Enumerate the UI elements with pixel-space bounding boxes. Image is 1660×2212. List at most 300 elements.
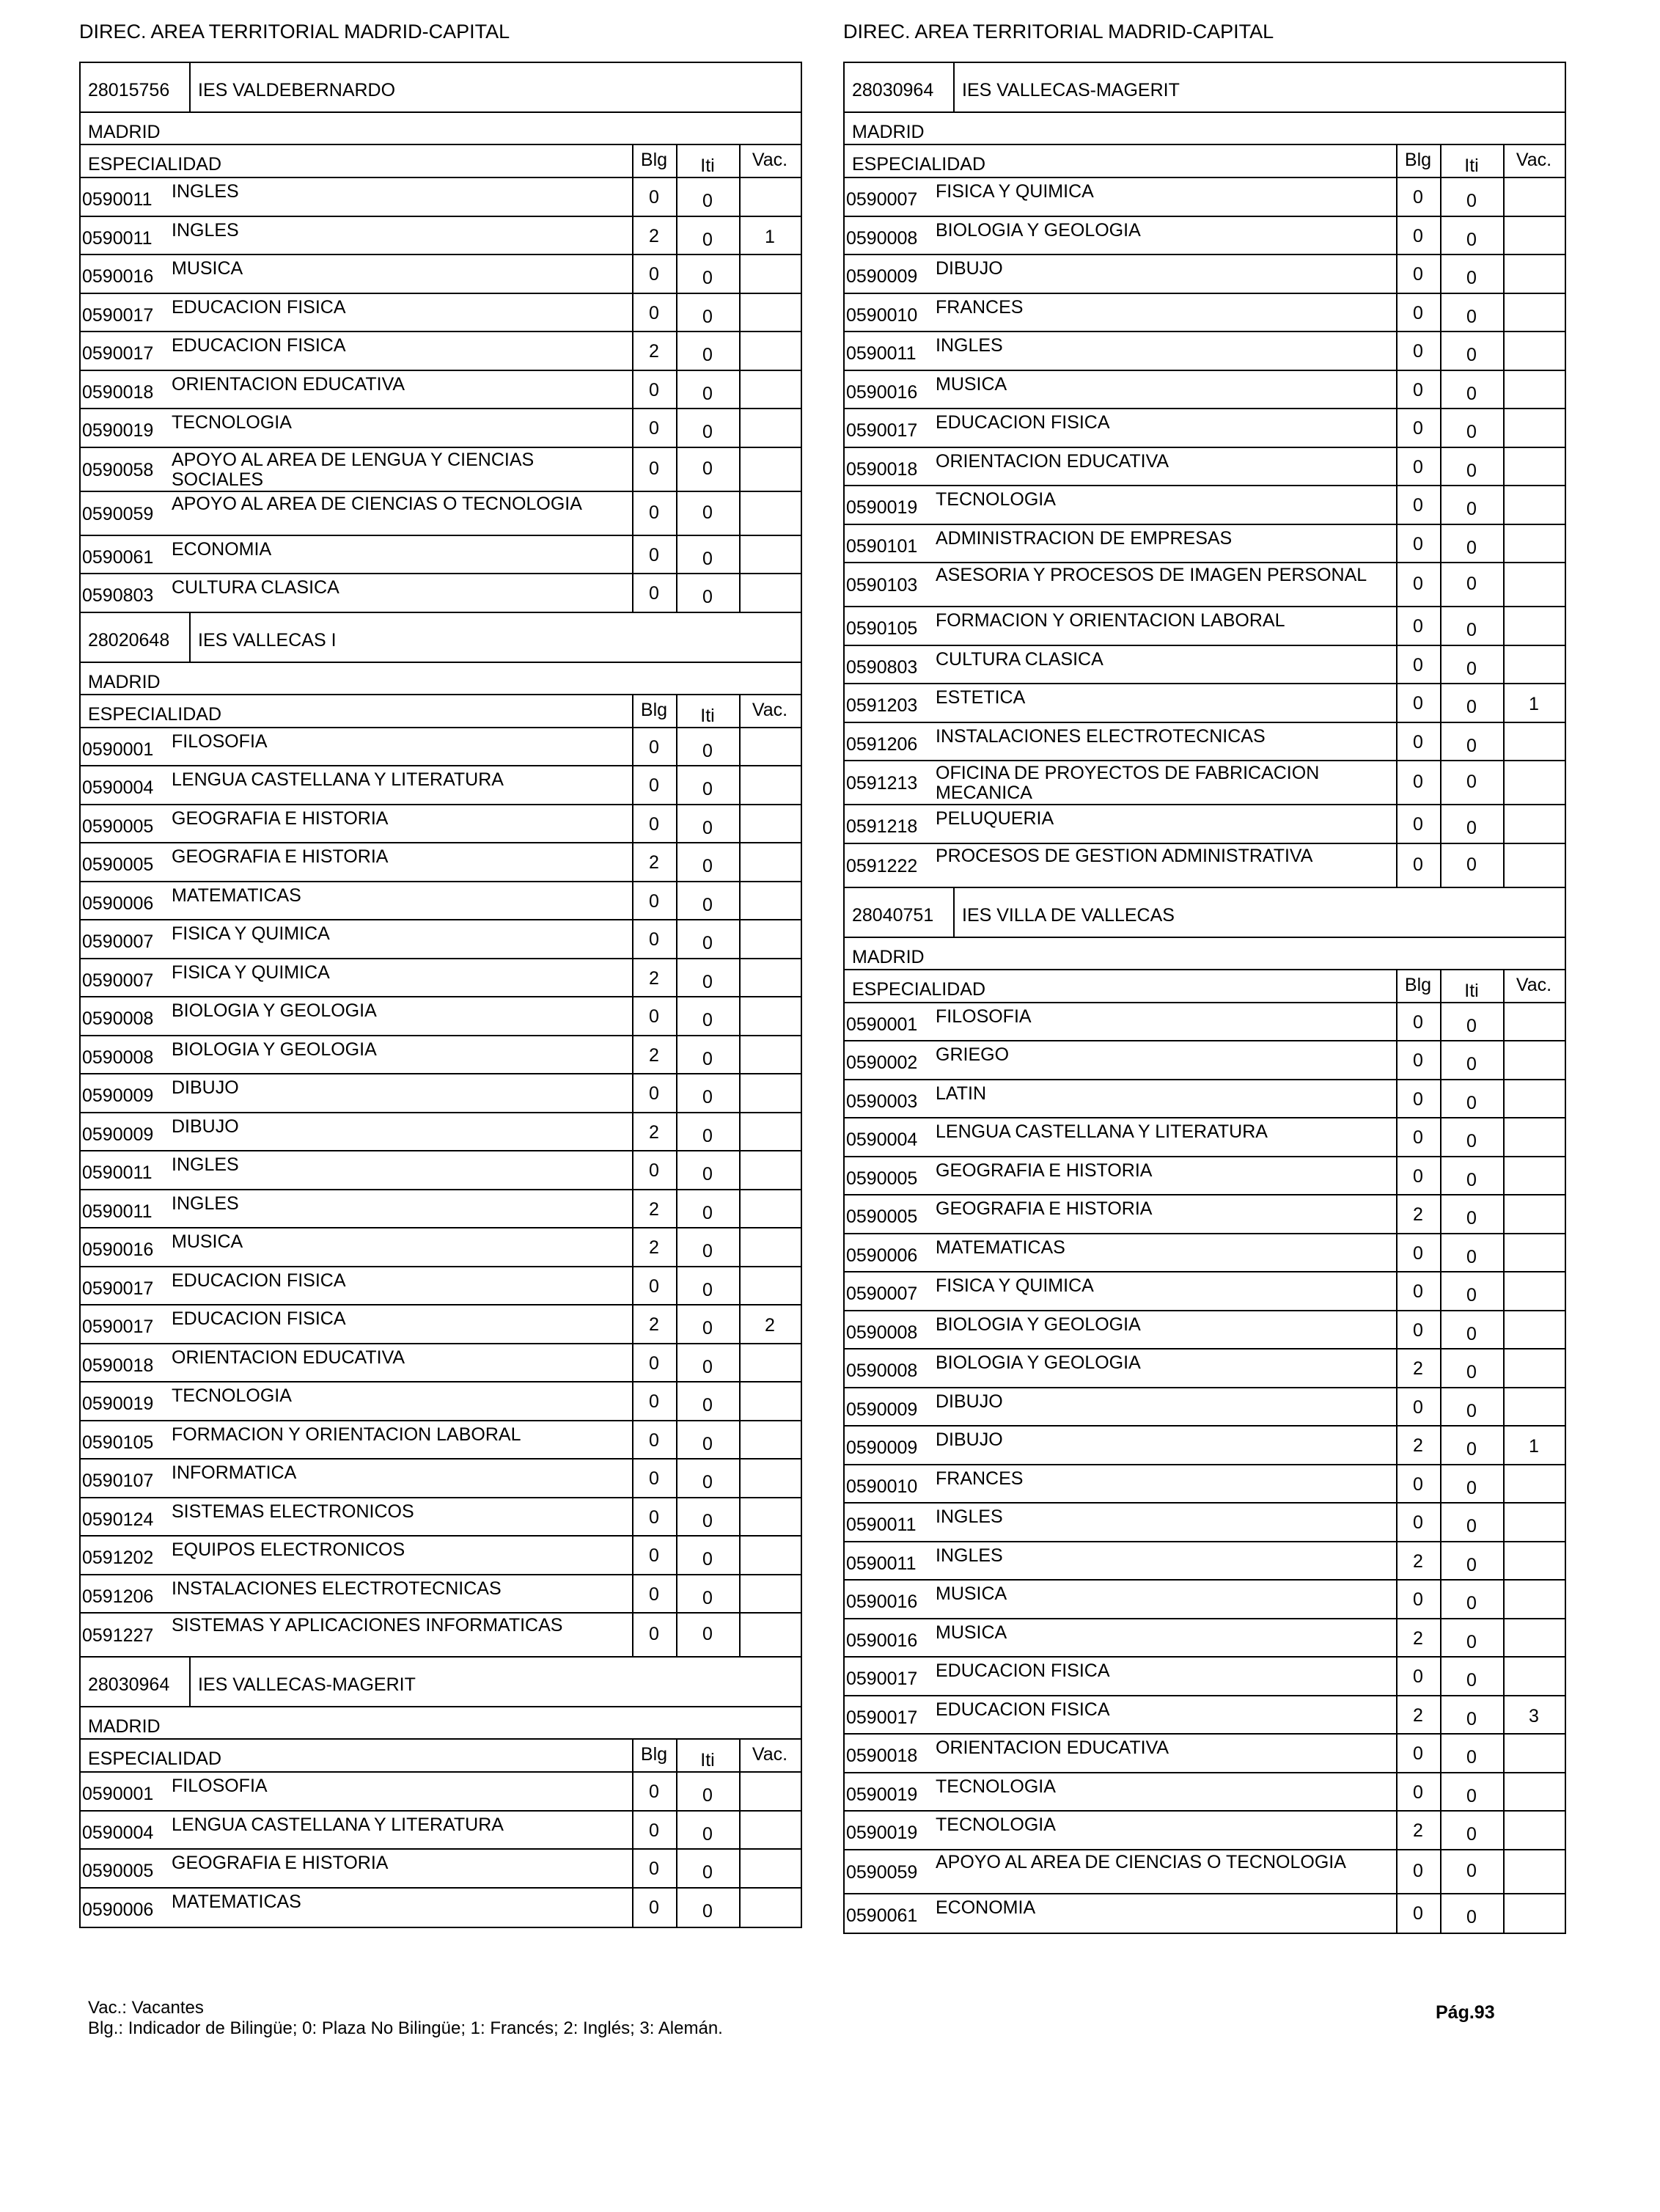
table-row (845, 761, 1565, 805)
specialty-name: EDUCACION FISICA (172, 1308, 346, 1329)
specialty-code: 0591206 (846, 733, 918, 755)
specialty-name: ORIENTACION EDUCATIVA (936, 450, 1169, 472)
table-row (81, 448, 801, 492)
specialty-name: MATEMATICAS (936, 1237, 1065, 1258)
specialty-name: CULTURA CLASICA (172, 577, 339, 598)
iti-value: 0 (1466, 620, 1477, 640)
specialty-code: 0590011 (846, 343, 917, 364)
column-divider (739, 574, 741, 612)
column-divider (1503, 1349, 1505, 1387)
table-row (845, 1619, 1565, 1658)
iti-value: 0 (1466, 1054, 1477, 1074)
specialty-name: MUSICA (936, 1622, 1007, 1643)
specialty-code: 0590008 (846, 1322, 918, 1343)
specialty-code: 0590011 (82, 227, 153, 249)
table-row (81, 1850, 801, 1889)
blg-value: 2 (649, 341, 659, 362)
specialty-name: LENGUA CASTELLANA Y LITERATURA (172, 769, 504, 790)
table-row (845, 1272, 1565, 1311)
iti-value: 0 (702, 740, 713, 761)
city-row (81, 1707, 801, 1740)
specialty-code: 0590017 (82, 1278, 154, 1299)
school-name: IES VALLECAS-MAGERIT (962, 80, 1180, 100)
specialty-code: 0590005 (82, 854, 154, 875)
blg-value: 2 (1413, 1820, 1423, 1841)
iti-value: 0 (702, 229, 713, 250)
iti-value: 0 (702, 383, 713, 404)
blg-value: 2 (1413, 1550, 1423, 1572)
iti-value: 0 (702, 1549, 713, 1570)
column-divider (1503, 563, 1505, 606)
iti-value: 0 (702, 1048, 713, 1069)
specialty-code: 0591203 (846, 695, 918, 716)
table-row (81, 1036, 801, 1075)
legend (88, 1998, 723, 2039)
specialty-code: 0590016 (846, 1630, 918, 1651)
column-divider (1503, 1080, 1505, 1118)
iti-value: 0 (1466, 1785, 1477, 1806)
blg-value: 0 (1413, 302, 1423, 323)
specialty-name: APOYO AL AREA DE CIENCIAS O TECNOLOGIA (936, 1851, 1346, 1872)
iti-value: 0 (1466, 306, 1477, 327)
column-divider (1503, 1311, 1505, 1349)
iti-value: 0 (702, 817, 713, 838)
table-row (81, 255, 801, 294)
blg-value: 0 (649, 929, 659, 950)
iti-value: 0 (1466, 1906, 1477, 1927)
table-row (845, 1696, 1565, 1735)
specialty-code: 0590008 (846, 1360, 918, 1381)
specialty-name: TECNOLOGIA (936, 1814, 1056, 1835)
especialidad-header: ESPECIALIDAD (88, 154, 222, 175)
specialty-code: 0590016 (82, 266, 154, 287)
specialty-name: DIBUJO (936, 1391, 1003, 1412)
specialty-name: GEOGRAFIA E HISTORIA (172, 807, 389, 829)
specialty-code: 0590058 (82, 459, 154, 480)
blg-value: 0 (1413, 1743, 1423, 1764)
specialty-name: ORIENTACION EDUCATIVA (172, 373, 405, 395)
column-divider (739, 805, 741, 843)
specialty-name: FISICA Y QUIMICA (936, 1275, 1094, 1296)
blg-value: 0 (649, 1275, 659, 1297)
blg-value: 0 (649, 736, 659, 758)
column-divider (739, 1228, 741, 1266)
vac-header: Vac. (1516, 974, 1552, 995)
blg-value: 0 (1413, 225, 1423, 246)
blg-value: 0 (649, 544, 659, 565)
blg-value: 0 (1413, 1396, 1423, 1418)
column-divider (953, 63, 955, 111)
specialty-name: INGLES (172, 1154, 239, 1175)
table-row (81, 997, 801, 1036)
specialty-name: FILOSOFIA (172, 730, 268, 752)
blg-value: 0 (1413, 654, 1423, 675)
column-divider (189, 63, 191, 111)
specialty-code: 0590019 (82, 1394, 154, 1414)
iti-value: 0 (1466, 1747, 1477, 1768)
table-row (81, 805, 801, 844)
blg-value: 0 (649, 1006, 659, 1027)
table-row (845, 217, 1565, 256)
blg-value: 2 (649, 967, 659, 989)
column-divider (739, 843, 741, 881)
iti-value: 0 (1466, 1554, 1477, 1575)
city-name: MADRID (852, 946, 925, 967)
vac-header: Vac. (752, 1744, 788, 1765)
specialty-code: 0590059 (82, 503, 154, 524)
specialty-code: 0590019 (846, 1784, 918, 1805)
specialty-name: CULTURA CLASICA (936, 648, 1103, 670)
specialty-code: 0590011 (82, 1162, 153, 1183)
iti-value: 0 (1466, 460, 1477, 481)
table-row (845, 178, 1565, 217)
column-divider (739, 332, 741, 370)
legend-bilingue: Blg.: Indicador de Bilingüe; 0: Plaza No Bilingüe; 1: Francés; 2: Inglés; 3: Alemán. (88, 2018, 723, 2038)
iti-value: 0 (702, 933, 713, 953)
specialty-code: 0590009 (82, 1085, 154, 1106)
column-divider (739, 1421, 741, 1459)
specialty-name: ECONOMIA (172, 538, 272, 560)
specialty-name: FRANCES (936, 296, 1024, 318)
column-divider (1503, 1272, 1505, 1310)
iti-value: 0 (1466, 1824, 1477, 1845)
column-divider (739, 728, 741, 766)
specialty-name: FORMACION Y ORIENTACION LABORAL (936, 610, 1285, 631)
blg-value: 0 (1413, 574, 1423, 594)
blg-value: 0 (649, 813, 659, 835)
blg-value: 0 (1413, 1902, 1423, 1924)
vac-value: 3 (1529, 1705, 1539, 1726)
iti-value: 0 (702, 422, 713, 442)
table-row (845, 486, 1565, 525)
column-header-row (81, 145, 801, 178)
specialty-name: OFICINA DE PROYECTOS DE FABRICACION MECANICA (936, 763, 1320, 803)
table-row (81, 1614, 801, 1658)
blg-value: 2 (649, 225, 659, 246)
iti-value: 0 (1466, 1400, 1477, 1421)
specialty-code: 0590018 (82, 381, 154, 403)
table-row (81, 332, 801, 371)
table-row (845, 723, 1565, 762)
specialty-code: 0590007 (82, 931, 154, 952)
specialty-code: 0590016 (82, 1239, 154, 1260)
table-row (845, 1349, 1565, 1388)
blg-value: 0 (1413, 1050, 1423, 1071)
specialty-code: 0590016 (846, 1592, 918, 1612)
blg-value: 0 (1413, 1666, 1423, 1687)
column-divider (739, 1190, 741, 1228)
specialty-name: BIOLOGIA Y GEOLOGIA (936, 219, 1141, 241)
specialty-code: 0590105 (846, 618, 918, 639)
specialty-name: GEOGRAFIA E HISTORIA (936, 1160, 1153, 1181)
blg-value: 0 (649, 1545, 659, 1566)
specialty-name: ADMINISTRACION DE EMPRESAS (936, 527, 1233, 549)
table-row (845, 1311, 1565, 1350)
column-divider (1503, 525, 1505, 563)
especialidad-header: ESPECIALIDAD (88, 703, 222, 725)
column-divider (1503, 1504, 1505, 1541)
specialty-code: 0590011 (82, 189, 153, 210)
blg-value: 0 (1413, 814, 1423, 835)
blg-value: 0 (1413, 264, 1423, 285)
blg-value: 0 (649, 775, 659, 796)
column-divider (739, 409, 741, 447)
blg-value: 2 (1413, 1435, 1423, 1456)
iti-value: 0 (702, 779, 713, 799)
blg-value: 0 (649, 418, 659, 439)
specialty-name: INGLES (936, 335, 1003, 356)
column-divider (1503, 723, 1505, 761)
specialty-code: 0590009 (846, 1438, 918, 1458)
table-row (81, 1498, 801, 1537)
blg-value: 0 (1413, 1781, 1423, 1803)
table-row (81, 843, 801, 882)
specialty-name: PROCESOS DE GESTION ADMINISTRATIVA (936, 845, 1313, 866)
iti-value: 0 (1466, 1670, 1477, 1691)
specialty-name: ECONOMIA (936, 1897, 1036, 1918)
table-row (81, 1421, 801, 1460)
column-divider (739, 1773, 741, 1810)
specialty-code: 0590017 (846, 1669, 918, 1689)
specialty-code: 0590005 (82, 1861, 154, 1881)
specialty-name: INGLES (936, 1506, 1003, 1527)
column-divider (953, 888, 955, 937)
school-name: IES VALLECAS I (198, 629, 337, 651)
table-row (81, 1382, 801, 1421)
column-divider (1503, 217, 1505, 254)
blg-value: 0 (1413, 1127, 1423, 1148)
column-divider (739, 1036, 741, 1074)
iti-value: 0 (702, 1356, 713, 1377)
specialty-code: 0590005 (846, 1168, 918, 1189)
iti-header: Iti (1464, 155, 1479, 176)
iti-value: 0 (1466, 1631, 1477, 1652)
table-row (81, 1305, 801, 1344)
blg-value: 0 (649, 1468, 659, 1489)
blg-value: 0 (1413, 1319, 1423, 1341)
specialty-name: FISICA Y QUIMICA (936, 181, 1094, 202)
table-row (845, 1080, 1565, 1119)
vac-header: Vac. (752, 699, 788, 720)
specialty-code: 0590004 (82, 1822, 154, 1843)
blg-value: 0 (1413, 379, 1423, 400)
iti-value: 0 (1466, 854, 1477, 875)
column-divider (1503, 1581, 1505, 1618)
specialty-name: INFORMATICA (172, 1462, 297, 1483)
column-divider (1503, 805, 1505, 843)
table-row (845, 1542, 1565, 1581)
table-row (845, 1388, 1565, 1427)
specialty-name: GEOGRAFIA E HISTORIA (172, 1853, 389, 1873)
iti-value: 0 (702, 1318, 713, 1338)
table-row (81, 492, 801, 536)
specialty-code: 0590006 (846, 1245, 918, 1266)
blg-value: 2 (1413, 1627, 1423, 1649)
column-header-row (81, 695, 801, 728)
specialty-code: 0590018 (846, 1746, 918, 1766)
column-divider (189, 613, 191, 662)
table-row (845, 1581, 1565, 1619)
column-divider (739, 1267, 741, 1305)
school-code: 28030964 (852, 80, 934, 100)
table-row (81, 1460, 801, 1498)
iti-value: 0 (1466, 537, 1477, 558)
iti-value: 0 (702, 1624, 713, 1644)
column-divider (1503, 371, 1505, 409)
column-divider (739, 1498, 741, 1536)
iti-value: 0 (702, 1202, 713, 1223)
iti-value: 0 (702, 1241, 713, 1261)
specialty-name: TECNOLOGIA (936, 1776, 1056, 1797)
column-divider (739, 1382, 741, 1420)
column-divider (1503, 332, 1505, 370)
specialty-name: MUSICA (172, 258, 243, 279)
specialty-name: LATIN (936, 1083, 986, 1104)
city-name: MADRID (88, 671, 161, 692)
city-row (845, 113, 1565, 145)
specialty-name: MUSICA (936, 1583, 1007, 1604)
iti-value: 0 (1466, 1285, 1477, 1305)
table-row (845, 1234, 1565, 1273)
table-row (845, 409, 1565, 448)
specialty-code: 0590017 (82, 304, 154, 326)
specialty-code: 0591213 (846, 773, 918, 794)
iti-header: Iti (700, 155, 715, 176)
iti-value: 0 (1466, 1860, 1477, 1881)
specialty-name: TECNOLOGIA (172, 1385, 292, 1406)
column-divider (739, 294, 741, 332)
blg-value: 0 (1413, 187, 1423, 208)
school-header-row (845, 888, 1565, 938)
iti-value: 0 (1466, 1516, 1477, 1537)
table-row (81, 294, 801, 333)
specialty-code: 0590006 (82, 1899, 154, 1920)
school-code: 28015756 (88, 80, 170, 100)
page-number: Pág.93 (1436, 2002, 1495, 2023)
column-divider (739, 959, 741, 997)
especialidad-header: ESPECIALIDAD (88, 1748, 222, 1769)
specialty-code: 0590001 (846, 1014, 918, 1035)
blg-value: 0 (1413, 341, 1423, 362)
blg-header: Blg (640, 150, 668, 170)
iti-value: 0 (1466, 345, 1477, 365)
specialty-code: 0590018 (82, 1355, 154, 1376)
column-divider (739, 492, 741, 535)
column-divider (1503, 1003, 1505, 1041)
iti-value: 0 (1466, 1131, 1477, 1151)
specialty-name: SISTEMAS ELECTRONICOS (172, 1501, 414, 1522)
specialty-code: 0590017 (846, 420, 918, 441)
specialty-code: 0590103 (846, 575, 918, 596)
specialty-code: 0590009 (846, 1399, 918, 1420)
specialty-name: DIBUJO (172, 1116, 239, 1137)
specialty-name: EDUCACION FISICA (172, 335, 346, 356)
table-row (845, 1894, 1565, 1933)
blg-header: Blg (640, 1744, 668, 1765)
column-divider (1503, 1894, 1505, 1933)
blg-value: 0 (649, 583, 659, 604)
iti-value: 0 (702, 1472, 713, 1493)
specialty-name: FORMACION Y ORIENTACION LABORAL (172, 1424, 521, 1445)
specialty-code: 0590124 (82, 1509, 154, 1530)
table-row (81, 1113, 801, 1152)
column-divider (1503, 1388, 1505, 1426)
specialty-code: 0590002 (846, 1052, 918, 1073)
iti-value: 0 (1466, 191, 1477, 211)
specialty-name: EDUCACION FISICA (936, 1699, 1110, 1720)
blg-value: 0 (1413, 495, 1423, 516)
vac-value: 1 (1529, 694, 1539, 714)
specialty-name: GEOGRAFIA E HISTORIA (172, 846, 389, 867)
specialty-name: BIOLOGIA Y GEOLOGIA (936, 1352, 1141, 1373)
specialty-name: EDUCACION FISICA (936, 412, 1110, 433)
iti-value: 0 (1466, 735, 1477, 756)
blg-value: 0 (1413, 731, 1423, 752)
iti-value: 0 (702, 1164, 713, 1184)
specialty-name: MATEMATICAS (172, 1891, 301, 1912)
table-row (845, 1658, 1565, 1696)
column-divider (1503, 178, 1505, 216)
column-divider (1503, 1812, 1505, 1849)
column-divider (739, 448, 741, 491)
column-divider (739, 882, 741, 920)
specialty-code: 0591218 (846, 816, 918, 837)
blg-value: 0 (1413, 1011, 1423, 1033)
table-row (81, 882, 801, 921)
specialty-name: BIOLOGIA Y GEOLOGIA (172, 1000, 377, 1021)
blg-value: 0 (649, 1858, 659, 1879)
page-header: DIREC. AREA TERRITORIAL MADRID-CAPITAL (843, 21, 1274, 43)
table-row (845, 294, 1565, 333)
blg-value: 2 (649, 1121, 659, 1143)
blg-value: 0 (1413, 456, 1423, 477)
blg-value: 2 (1413, 1204, 1423, 1225)
blg-value: 0 (649, 1160, 659, 1181)
specialty-code: 0590001 (82, 739, 154, 760)
specialty-name: LENGUA CASTELLANA Y LITERATURA (936, 1121, 1268, 1142)
column-divider (1503, 1735, 1505, 1772)
table-row (845, 255, 1565, 294)
school-code: 28020648 (88, 629, 170, 651)
specialty-name: TECNOLOGIA (172, 412, 292, 433)
blg-header: Blg (1404, 150, 1432, 170)
iti-value: 0 (702, 1587, 713, 1608)
vac-value: 2 (765, 1315, 775, 1336)
specialty-code: 0590010 (846, 1476, 918, 1497)
blg-value: 0 (649, 1391, 659, 1412)
column-divider (739, 1344, 741, 1382)
iti-value: 0 (1466, 383, 1477, 404)
school-name: IES VALLECAS-MAGERIT (198, 1674, 416, 1695)
column-divider (1503, 1773, 1505, 1811)
table-row (845, 332, 1565, 371)
blg-value: 0 (1413, 1473, 1423, 1495)
school-code: 28030964 (88, 1674, 170, 1695)
table-row (81, 409, 801, 448)
specialty-code: 0590061 (846, 1905, 918, 1926)
table-row (845, 805, 1565, 844)
table-row (81, 766, 801, 805)
specialty-code: 0590059 (846, 1861, 918, 1883)
specialty-code: 0590003 (846, 1091, 918, 1112)
column-divider (1503, 1234, 1505, 1272)
column-divider (1503, 409, 1505, 447)
iti-value: 0 (1466, 697, 1477, 717)
column-divider (739, 1460, 741, 1497)
iti-value: 0 (702, 548, 713, 569)
iti-value: 0 (702, 1010, 713, 1030)
column-divider (739, 997, 741, 1035)
